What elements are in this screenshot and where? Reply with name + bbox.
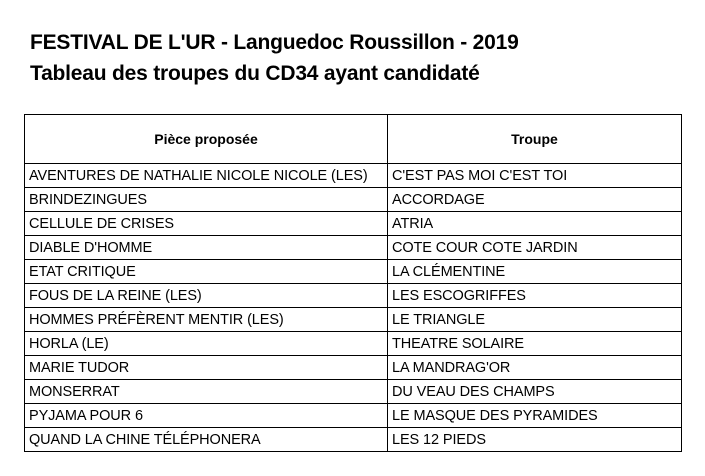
cell-piece: BRINDEZINGUES: [25, 188, 388, 212]
table-row: [25, 236, 682, 260]
header-troupe: Troupe: [388, 115, 682, 164]
title-line-1: FESTIVAL DE L'UR - Languedoc Roussillon - 2019: [30, 31, 519, 54]
cell-piece: PYJAMA POUR 6: [25, 404, 388, 428]
cell-troupe: LES 12 PIEDS: [388, 428, 682, 452]
header-piece-proposee: Pièce proposée: [25, 115, 388, 164]
cell-troupe: DU VEAU DES CHAMPS: [388, 380, 682, 404]
cell-troupe: C'EST PAS MOI C'EST TOI: [388, 164, 682, 188]
troupes-table: [24, 114, 682, 452]
table-row: [25, 404, 682, 428]
table-row: [25, 356, 682, 380]
table-row: [25, 284, 682, 308]
cell-piece: HORLA (LE): [25, 332, 388, 356]
cell-troupe: ATRIA: [388, 212, 682, 236]
cell-troupe: LA MANDRAG'OR: [388, 356, 682, 380]
table-row: [25, 260, 682, 284]
cell-piece: MONSERRAT: [25, 380, 388, 404]
cell-piece: FOUS DE LA REINE (LES): [25, 284, 388, 308]
cell-troupe: LE MASQUE DES PYRAMIDES: [388, 404, 682, 428]
cell-troupe: COTE COUR COTE JARDIN: [388, 236, 682, 260]
cell-piece: AVENTURES DE NATHALIE NICOLE NICOLE (LES): [25, 164, 388, 188]
cell-piece: HOMMES PRÉFÈRENT MENTIR (LES): [25, 308, 388, 332]
cell-piece: DIABLE D'HOMME: [25, 236, 388, 260]
table-row: [25, 308, 682, 332]
document-title: [30, 27, 690, 89]
cell-piece: ETAT CRITIQUE: [25, 260, 388, 284]
cell-troupe: LA CLÉMENTINE: [388, 260, 682, 284]
table-header-row: [25, 115, 682, 164]
table-row: [25, 188, 682, 212]
cell-piece: CELLULE DE CRISES: [25, 212, 388, 236]
cell-piece: QUAND LA CHINE TÉLÉPHONERA: [25, 428, 388, 452]
table-row: [25, 212, 682, 236]
table-row: [25, 428, 682, 452]
table-row: [25, 332, 682, 356]
cell-troupe: ACCORDAGE: [388, 188, 682, 212]
cell-troupe: LES ESCOGRIFFES: [388, 284, 682, 308]
title-line-2: Tableau des troupes du CD34 ayant candidaté: [30, 62, 480, 85]
cell-troupe: THEATRE SOLAIRE: [388, 332, 682, 356]
cell-troupe: LE TRIANGLE: [388, 308, 682, 332]
cell-piece: MARIE TUDOR: [25, 356, 388, 380]
table-row: [25, 380, 682, 404]
table-row: [25, 164, 682, 188]
